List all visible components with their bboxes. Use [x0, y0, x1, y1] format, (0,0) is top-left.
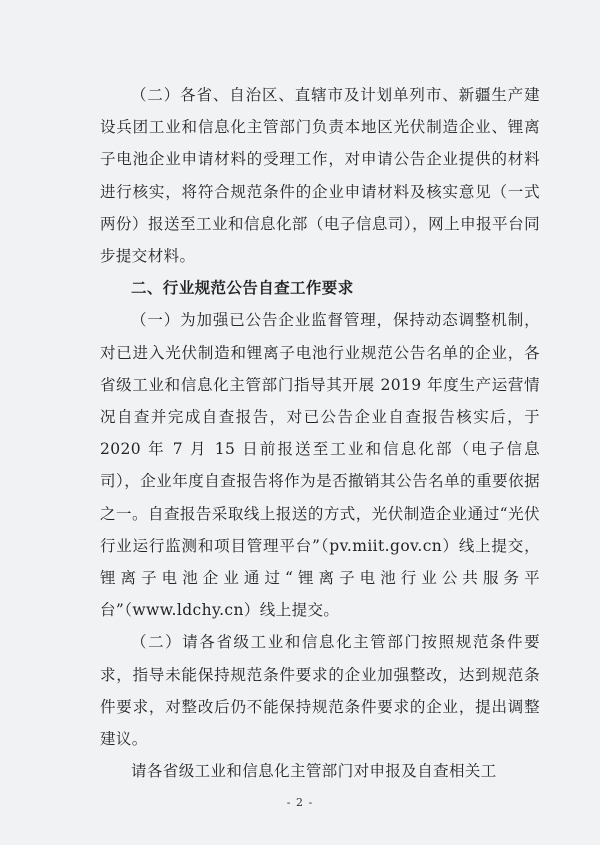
paragraph-self-inspection-requirements: （一）为加强已公告企业监督管理，保持动态调整机制，对已进入光伏制造和锂离子电池行业规范公告名单的企业，各省级工业和信息化主管部门指导其开展 2019 年度生产运营情况自查并完成自查报告，对已公告企业自查报告核实后，于 2020 年 7 月 15 日前报送至工业和信息化部（电子信息司），企业年度自查报告将作为是否撤销其公告名单的重要依据之一。自查报告采取线上报送的方式，光伏制造企业通过“光伏行业运行监测和项目管理平台”（pv.miit.gov.cn）线上提交，锂离子电池企业通过“锂离子电池行业公共服务平台”（www.ldchy.cn）线上提交。 [100, 311, 540, 620]
paragraph-rectification-guidance: （二）请各省级工业和信息化主管部门按照规范条件要求，指导未能保持规范条件要求的企业加强整改，达到规范条件要求，对整改后仍不能保持规范条件要求的企业，提出调整建议。 [100, 633, 540, 749]
section-heading-self-inspection: 二、行业规范公告自查工作要求 [131, 279, 354, 298]
page-number: - 2 - [286, 796, 314, 809]
paragraph-closing-request: 请各省级工业和信息化主管部门对申报及自查相关工 [131, 762, 497, 781]
paragraph-provincial-responsibility: （二）各省、自治区、直辖市及计划单列市、新疆生产建设兵团工业和信息化主管部门负责本地区光伏制造企业、锂离子电池企业申请材料的受理工作，对申请公告企业提供的材料进行核实，将符合规范条件的企业申请材料及核实意见（一式两份）报送至工业和信息化部（电子信息司），网上申报平台同步提交材料。 [100, 86, 540, 266]
